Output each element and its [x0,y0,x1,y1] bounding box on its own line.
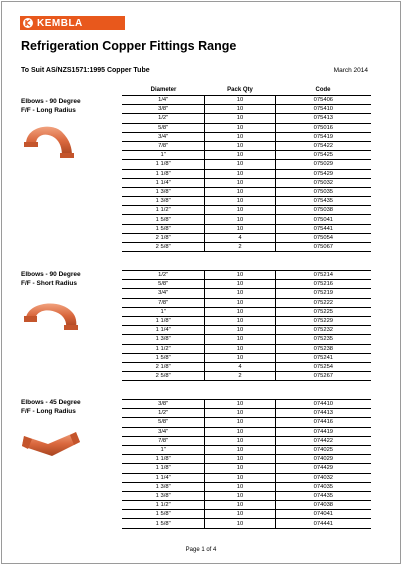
table-row [122,436,371,445]
table-row [122,141,371,150]
code-cell: 075425 [275,151,371,160]
diameter-cell: 2 1/8" [122,233,205,242]
diameter-cell: 1 1/8" [122,455,205,464]
pack-qty-cell: 2 [205,243,275,252]
pack-qty-cell: 10 [205,206,275,215]
pack-qty-cell: 10 [205,418,275,427]
fittings-table-elbow-45-long [122,399,371,529]
section-subtitle: F/F - Long Radius [21,107,76,114]
diameter-cell: 1 1/4" [122,178,205,187]
diameter-cell: 7/8" [122,298,205,307]
code-cell: 074025 [275,445,371,454]
pack-qty-cell: 10 [205,197,275,206]
code-cell: 075216 [275,280,371,289]
code-cell: 074038 [275,501,371,510]
code-cell: 075038 [275,206,371,215]
brand-name: KEMBLA [37,17,83,29]
diameter-cell: 1 3/8" [122,491,205,500]
pack-qty-cell: 10 [205,491,275,500]
diameter-cell: 7/8" [122,436,205,445]
code-cell: 075067 [275,243,371,252]
document-page [1,1,401,564]
pack-qty-cell: 10 [205,280,275,289]
pack-qty-cell: 10 [205,427,275,436]
code-cell: 074413 [275,409,371,418]
diameter-cell: 3/8" [122,105,205,114]
pack-qty-cell: 10 [205,445,275,454]
code-cell: 075410 [275,105,371,114]
diameter-cell: 2 5/8" [122,372,205,381]
pack-qty-cell: 10 [205,289,275,298]
table-row [122,123,371,132]
table-row [122,206,371,215]
pack-qty-cell: 10 [205,501,275,510]
code-cell: 074422 [275,436,371,445]
section-title: Elbows - 90 Degree [21,271,81,278]
elbow-90-long-radius-icon [22,118,82,165]
diameter-cell: 1/4" [122,96,205,105]
diameter-cell: 1 3/8" [122,482,205,491]
table-row [122,187,371,196]
diameter-cell: 3/4" [122,427,205,436]
column-header-pack-qty: Pack Qty [227,87,253,93]
diameter-cell: 2 5/8" [122,243,205,252]
table-row [122,519,371,528]
table-row [122,400,371,409]
diameter-cell: 3/8" [122,400,205,409]
table-row [122,178,371,187]
code-cell: 074035 [275,482,371,491]
table-row [122,307,371,316]
code-cell: 075267 [275,372,371,381]
code-cell: 075214 [275,271,371,280]
table-row [122,289,371,298]
diameter-cell: 1 1/4" [122,326,205,335]
pack-qty-cell: 10 [205,344,275,353]
pack-qty-cell: 10 [205,298,275,307]
code-cell: 075413 [275,114,371,123]
kembla-logo [20,16,125,30]
pack-qty-cell: 10 [205,409,275,418]
diameter-cell: 3/4" [122,289,205,298]
code-cell: 074029 [275,455,371,464]
pack-qty-cell: 10 [205,224,275,233]
pack-qty-cell: 10 [205,510,275,519]
pack-qty-cell: 10 [205,141,275,150]
diameter-cell: 1" [122,307,205,316]
table-row [122,455,371,464]
pack-qty-cell: 10 [205,316,275,325]
column-header-diameter: Diameter [150,87,177,93]
pack-qty-cell: 10 [205,519,275,528]
code-cell: 074441 [275,519,371,528]
table-row [122,298,371,307]
elbow-45-long-radius-icon [22,426,82,467]
table-row [122,114,371,123]
table-row [122,418,371,427]
code-cell: 074435 [275,491,371,500]
table-row [122,151,371,160]
table-row [122,501,371,510]
section-subtitle: F/F - Short Radius [21,280,77,287]
code-cell: 075254 [275,362,371,371]
pack-qty-cell: 10 [205,132,275,141]
diameter-cell: 1 1/8" [122,464,205,473]
pack-qty-cell: 4 [205,233,275,242]
diameter-cell: 1 3/8" [122,335,205,344]
pack-qty-cell: 10 [205,178,275,187]
pack-qty-cell: 10 [205,307,275,316]
pack-qty-cell: 10 [205,436,275,445]
pack-qty-cell: 10 [205,105,275,114]
section-label [21,398,81,416]
table-row [122,215,371,224]
code-cell: 075232 [275,326,371,335]
code-cell: 075429 [275,169,371,178]
page-footer: Page 1 of 4 [185,547,217,553]
table-row [122,233,371,242]
code-cell: 074032 [275,473,371,482]
diameter-cell: 1 5/8" [122,519,205,528]
code-cell: 075422 [275,141,371,150]
section-label [21,270,81,288]
pack-qty-cell: 10 [205,160,275,169]
document-title: Refrigeration Copper Fittings Range [21,39,237,53]
diameter-cell: 1 1/2" [122,206,205,215]
code-cell: 074419 [275,427,371,436]
pack-qty-cell: 10 [205,151,275,160]
elbow-90-short-radius-icon [22,296,82,341]
table-row [122,362,371,371]
diameter-cell: 1 5/8" [122,510,205,519]
pack-qty-cell: 10 [205,482,275,491]
code-cell: 075035 [275,187,371,196]
diameter-cell: 1/2" [122,114,205,123]
table-row [122,473,371,482]
table-row [122,160,371,169]
diameter-cell: 1 1/4" [122,473,205,482]
code-cell: 075435 [275,197,371,206]
diameter-cell: 1 3/8" [122,187,205,196]
code-cell: 075235 [275,335,371,344]
section-title: Elbows - 45 Degree [21,399,81,406]
table-row [122,316,371,325]
pack-qty-cell: 10 [205,114,275,123]
code-cell: 075016 [275,123,371,132]
fittings-table-elbow-90-long [122,95,371,252]
pack-qty-cell: 10 [205,353,275,362]
code-cell: 074410 [275,400,371,409]
code-cell: 075032 [275,178,371,187]
code-cell: 074429 [275,464,371,473]
column-header-code: Code [315,87,331,93]
pack-qty-cell: 10 [205,123,275,132]
table-row [122,105,371,114]
table-row [122,96,371,105]
table-row [122,445,371,454]
diameter-cell: 1 1/8" [122,160,205,169]
diameter-cell: 5/8" [122,418,205,427]
diameter-cell: 1 5/8" [122,224,205,233]
diameter-cell: 1 5/8" [122,215,205,224]
code-cell: 075041 [275,215,371,224]
diameter-cell: 1 1/8" [122,316,205,325]
pack-qty-cell: 10 [205,169,275,178]
diameter-cell: 1" [122,151,205,160]
table-row [122,224,371,233]
table-row [122,353,371,362]
section-label [21,97,81,115]
table-row [122,243,371,252]
section-title: Elbows - 90 Degree [21,98,81,105]
code-cell: 075229 [275,316,371,325]
code-cell: 075029 [275,160,371,169]
code-cell: 075222 [275,298,371,307]
code-cell: 075406 [275,96,371,105]
pack-qty-cell: 10 [205,326,275,335]
diameter-cell: 3/4" [122,132,205,141]
table-row [122,169,371,178]
table-row [122,427,371,436]
document-date: March 2014 [333,67,368,74]
table-row [122,271,371,280]
pack-qty-cell: 10 [205,96,275,105]
kembla-logo-icon [23,18,33,28]
table-row [122,409,371,418]
diameter-cell: 5/8" [122,280,205,289]
table-row [122,335,371,344]
table-row [122,344,371,353]
code-cell: 074041 [275,510,371,519]
table-row [122,482,371,491]
code-cell: 075241 [275,353,371,362]
pack-qty-cell: 4 [205,362,275,371]
pack-qty-cell: 10 [205,473,275,482]
table-row [122,372,371,381]
table-row [122,464,371,473]
diameter-cell: 2 1/8" [122,362,205,371]
table-row [122,491,371,500]
fittings-table-elbow-90-short [122,270,371,381]
code-cell: 075054 [275,233,371,242]
diameter-cell: 5/8" [122,123,205,132]
pack-qty-cell: 10 [205,464,275,473]
pack-qty-cell: 10 [205,455,275,464]
diameter-cell: 1/2" [122,409,205,418]
code-cell: 075219 [275,289,371,298]
section-subtitle: F/F - Long Radius [21,408,76,415]
code-cell: 075225 [275,307,371,316]
table-row [122,197,371,206]
code-cell: 075441 [275,224,371,233]
code-cell: 074416 [275,418,371,427]
code-cell: 075238 [275,344,371,353]
pack-qty-cell: 10 [205,400,275,409]
pack-qty-cell: 10 [205,215,275,224]
table-row [122,510,371,519]
table-row [122,326,371,335]
diameter-cell: 1 1/8" [122,169,205,178]
pack-qty-cell: 10 [205,335,275,344]
pack-qty-cell: 2 [205,372,275,381]
table-row [122,280,371,289]
pack-qty-cell: 10 [205,187,275,196]
diameter-cell: 7/8" [122,141,205,150]
code-cell: 075419 [275,132,371,141]
diameter-cell: 1 1/2" [122,501,205,510]
pack-qty-cell: 10 [205,271,275,280]
diameter-cell: 1 3/8" [122,197,205,206]
diameter-cell: 1/2" [122,271,205,280]
diameter-cell: 1 5/8" [122,353,205,362]
diameter-cell: 1" [122,445,205,454]
diameter-cell: 1 1/2" [122,344,205,353]
document-subtitle: To Suit AS/NZS1571:1995 Copper Tube [21,67,150,74]
table-row [122,132,371,141]
